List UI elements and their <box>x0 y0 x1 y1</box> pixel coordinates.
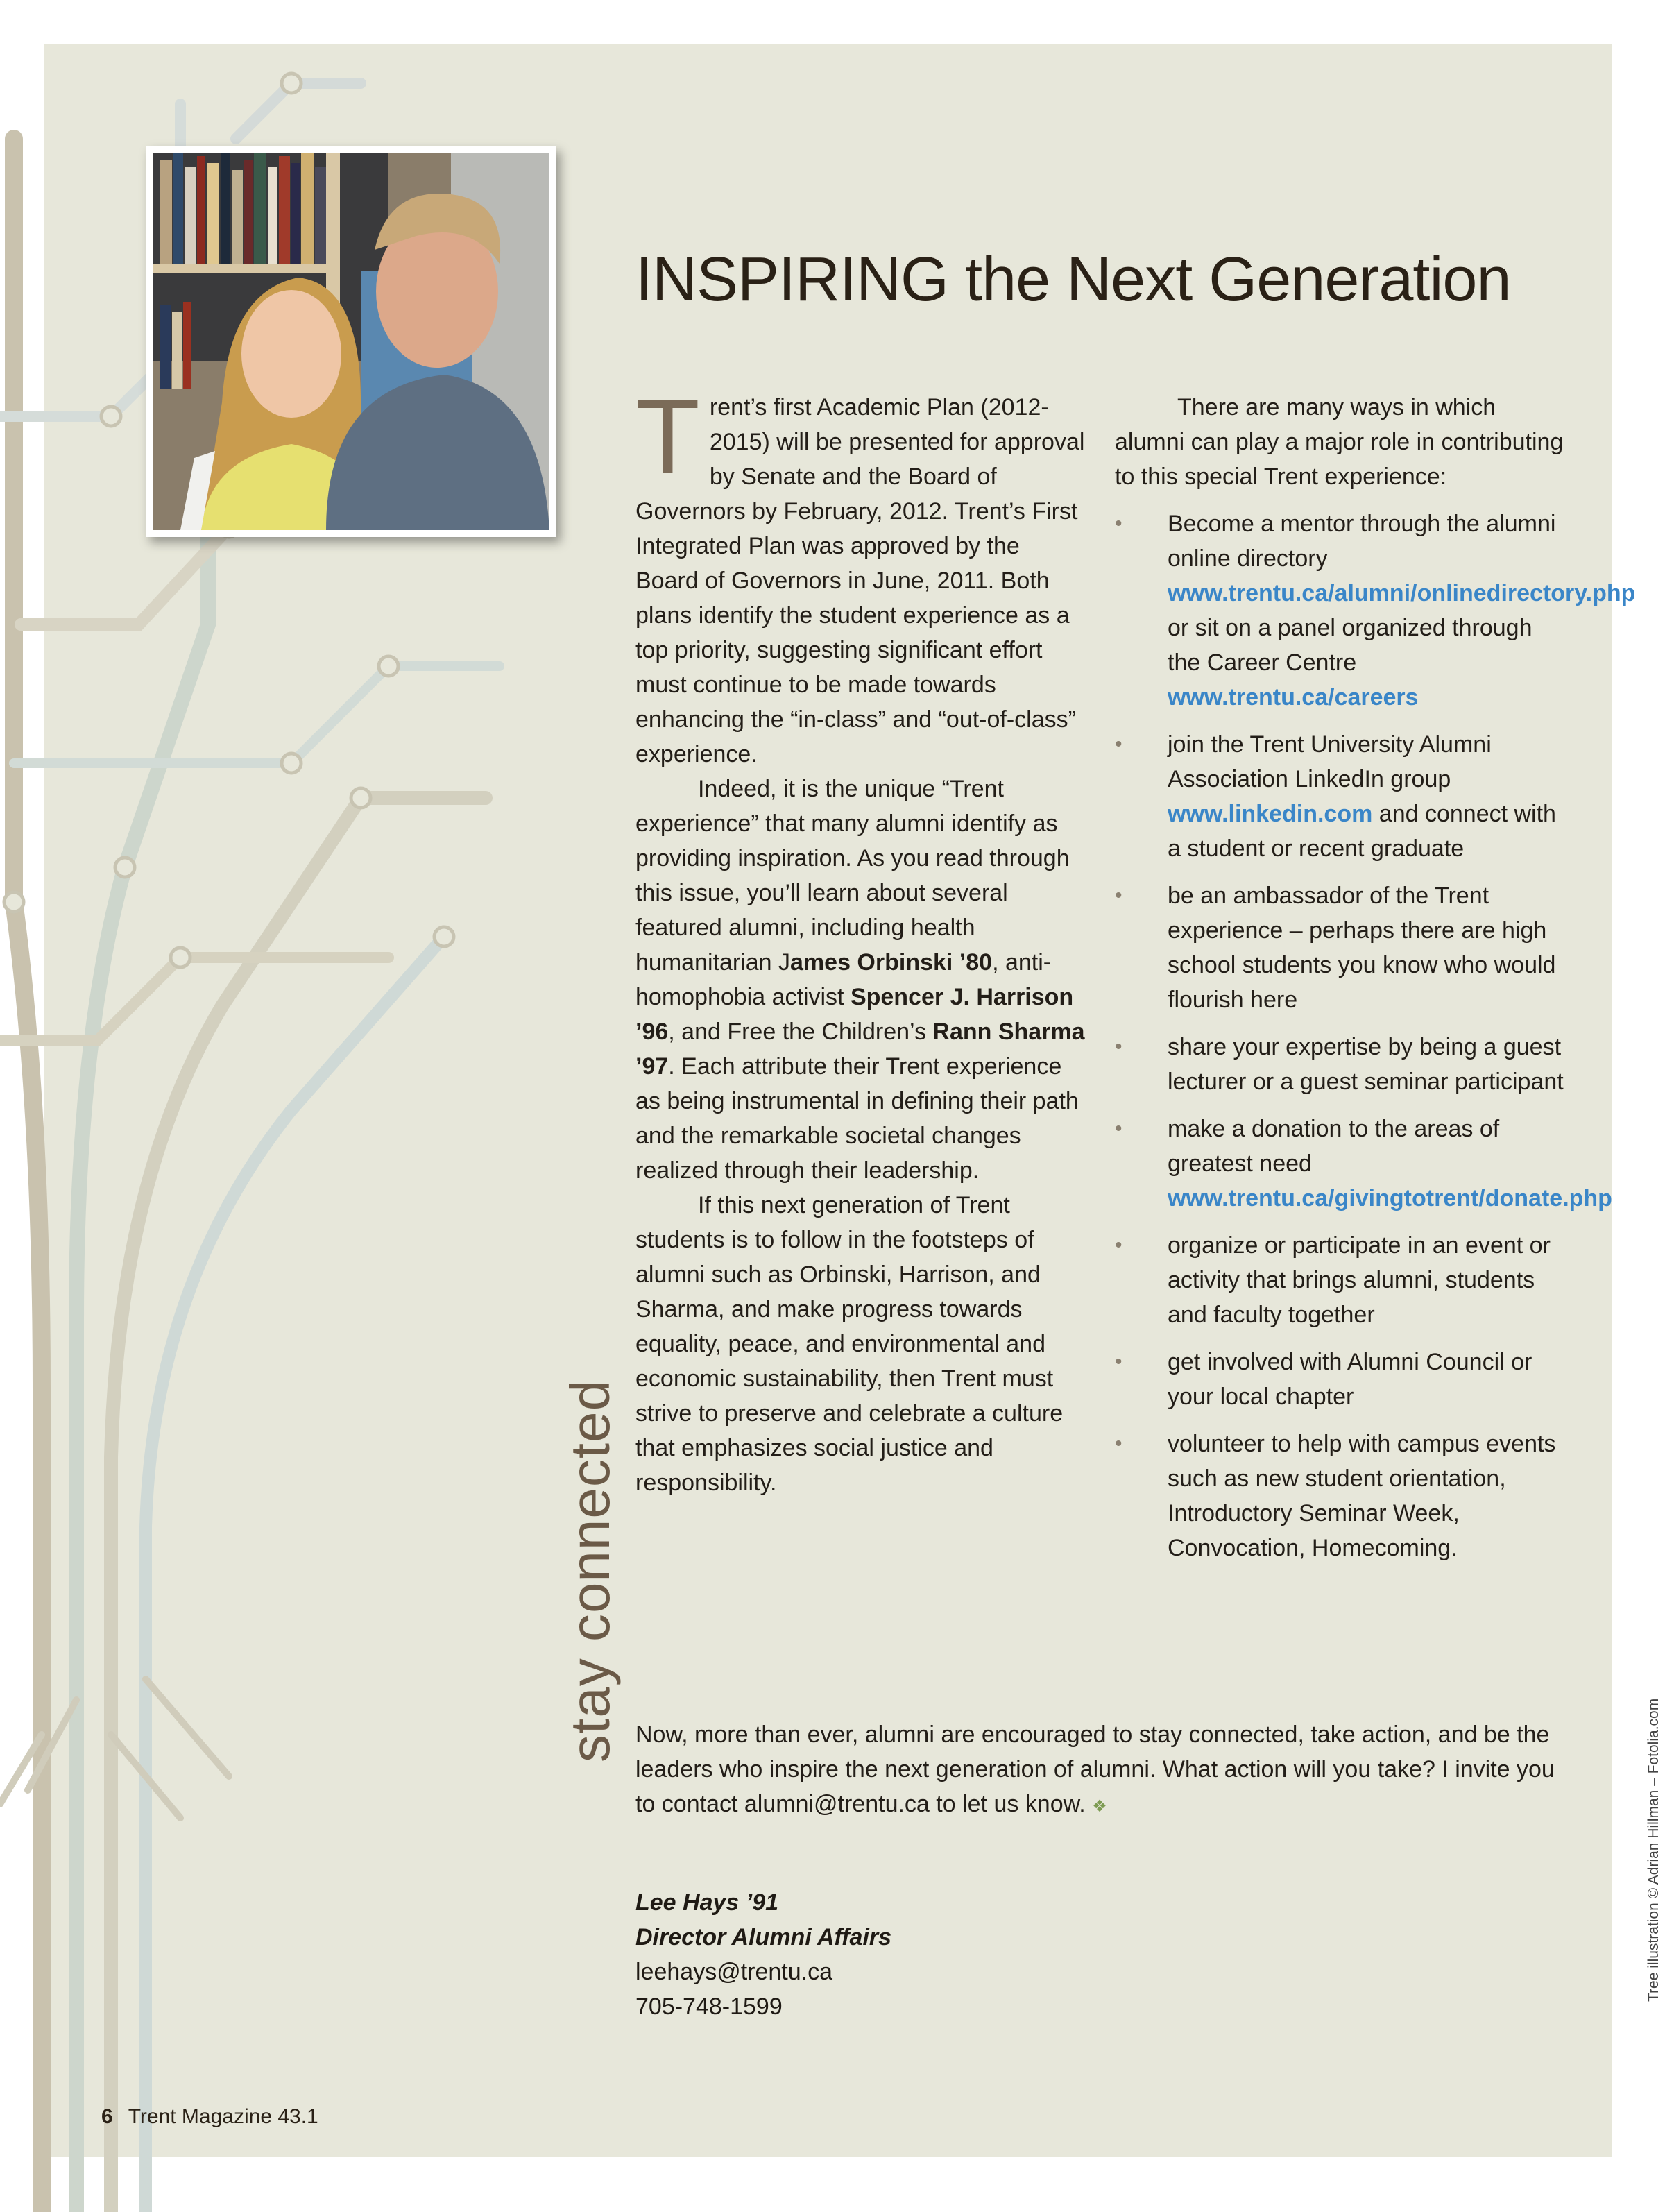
item-text: volunteer to help with campus events such as new student orientation, Introductory Seminar Week, Convocation, Homecoming. <box>1168 1431 1556 1561</box>
signature-email[interactable]: leehays@trentu.ca <box>635 1959 833 1985</box>
signature-phone: 705-748-1599 <box>635 1993 783 2020</box>
donate-link[interactable]: www.trentu.ca/givingtotrent/donate.php <box>1168 1185 1612 1211</box>
list-item <box>1115 878 1566 1017</box>
illustration-credit: Tree illustration © Adrian Hillman – Fotolia.com <box>1646 1698 1662 2002</box>
alumni-name-harrison: Spencer J. Harrison ’96 <box>635 984 1074 1045</box>
paragraph-1-text: rent’s first Academic Plan (2012-2015) will be presented for approval by Senate and the Board of Governors by February, 2012. Trent’s First Integrated Plan was approved by the Board of Governors in June, 2011. Both plans identify the student experience as a top priority, suggesting significant effort must continue to be made towards enhancing the “in-class” and “out-of-class” experience. <box>635 394 1085 767</box>
photo-image <box>153 153 549 530</box>
item-text: be an ambassador of the Trent experience – perhaps there are high school students you know who would flourish here <box>1168 883 1556 1013</box>
article-right-column <box>1115 390 1636 1578</box>
bullet-icon: • <box>1115 1035 1122 1058</box>
end-mark-icon: ❖ <box>1092 1797 1107 1816</box>
paragraph-3: If this next generation of Trent students is to follow in the footsteps of alumni such as Orbinski, Harrison, and Sharma, and make progress towards equality, peace, and environmental and economic sustainability, then Trent must strive to preserve and celebrate a culture that emphasizes social justice and responsibility. <box>635 1192 1064 1496</box>
list-item <box>1115 1030 1566 1099</box>
signature-role: Director Alumni Affairs <box>635 1924 892 1950</box>
list-item <box>1115 1427 1566 1565</box>
item-text: or sit on a panel organized through the Career Centre <box>1168 615 1532 676</box>
linkedin-link[interactable]: www.linkedin.com <box>1168 801 1373 827</box>
bullet-icon: • <box>1115 733 1122 756</box>
closing-paragraph <box>635 1717 1579 1824</box>
bullet-icon: • <box>1115 1432 1122 1455</box>
publication-name: Trent Magazine 43.1 <box>128 2105 318 2128</box>
article-title: INSPIRING the Next Generation <box>635 245 1511 314</box>
alumni-name-sharma: Rann Sharma ’97 <box>635 1019 1085 1080</box>
drop-cap: T <box>635 377 700 495</box>
paragraph-1 <box>635 377 1086 772</box>
article-left-column <box>635 377 1086 1500</box>
item-text: organize or participate in an event or activity that brings alumni, students and faculty together <box>1168 1232 1551 1328</box>
list-item <box>1115 1228 1566 1332</box>
list-item <box>1115 727 1566 866</box>
paragraph-2-text-c: , and Free the Children’s <box>668 1019 933 1045</box>
alumni-directory-link[interactable]: www.trentu.ca/alumni/onlinedirectory.php <box>1168 580 1636 606</box>
bullet-icon: • <box>1115 1234 1122 1257</box>
page-footer <box>101 2105 318 2129</box>
signature-name: Lee Hays ’91 <box>635 1889 779 1916</box>
paragraph-2 <box>635 772 1086 1188</box>
closing-text: Now, more than ever, alumni are encouraged to stay connected, take action, and be the leaders who inspire the next generation of alumni. What action will you take? I invite you to contact alumni@trentu.ca to let us know. <box>635 1721 1555 1817</box>
item-text: Become a mentor through the alumni online directory <box>1168 511 1556 572</box>
page-number: 6 <box>101 2105 113 2128</box>
ways-intro: There are many ways in which alumni can play a major role in contributing to this special Trent experience: <box>1115 394 1564 490</box>
list-item <box>1115 1345 1566 1414</box>
item-text: get involved with Alumni Council or your local chapter <box>1168 1349 1532 1410</box>
item-text: and connect with a student or recent graduate <box>1168 801 1556 862</box>
list-item <box>1115 1112 1612 1216</box>
item-text: join the Trent University Alumni Association LinkedIn group <box>1168 731 1492 792</box>
bullet-icon: • <box>1115 1350 1122 1373</box>
item-text: make a donation to the areas of greatest need <box>1168 1116 1500 1177</box>
paragraph-2-text-b: , anti-homophobia activist <box>635 949 1052 1010</box>
careers-link[interactable]: www.trentu.ca/careers <box>1168 684 1419 711</box>
section-tag: stay connected <box>559 1379 621 1762</box>
bullet-icon: • <box>1115 512 1122 535</box>
bullet-icon: • <box>1115 884 1122 907</box>
signature-block <box>635 1885 891 2024</box>
ways-list <box>1115 507 1636 1565</box>
paragraph-2-text-a: Indeed, it is the unique “Trent experience” that many alumni identify as providing inspiration. As you read through this issue, you’ll learn about several featured alumni, including health humanitarian J <box>635 776 1070 976</box>
list-item <box>1115 507 1636 715</box>
paragraph-2-text-d: . Each attribute their Trent experience as being instrumental in defining their path and the remarkable societal changes realized through their leadership. <box>635 1053 1079 1184</box>
portrait-photo <box>146 146 556 537</box>
bullet-icon: • <box>1115 1117 1122 1140</box>
item-text: share your expertise by being a guest lecturer or a guest seminar participant <box>1168 1034 1564 1095</box>
alumni-name-orbinski: ames Orbinski ’80 <box>790 949 993 976</box>
